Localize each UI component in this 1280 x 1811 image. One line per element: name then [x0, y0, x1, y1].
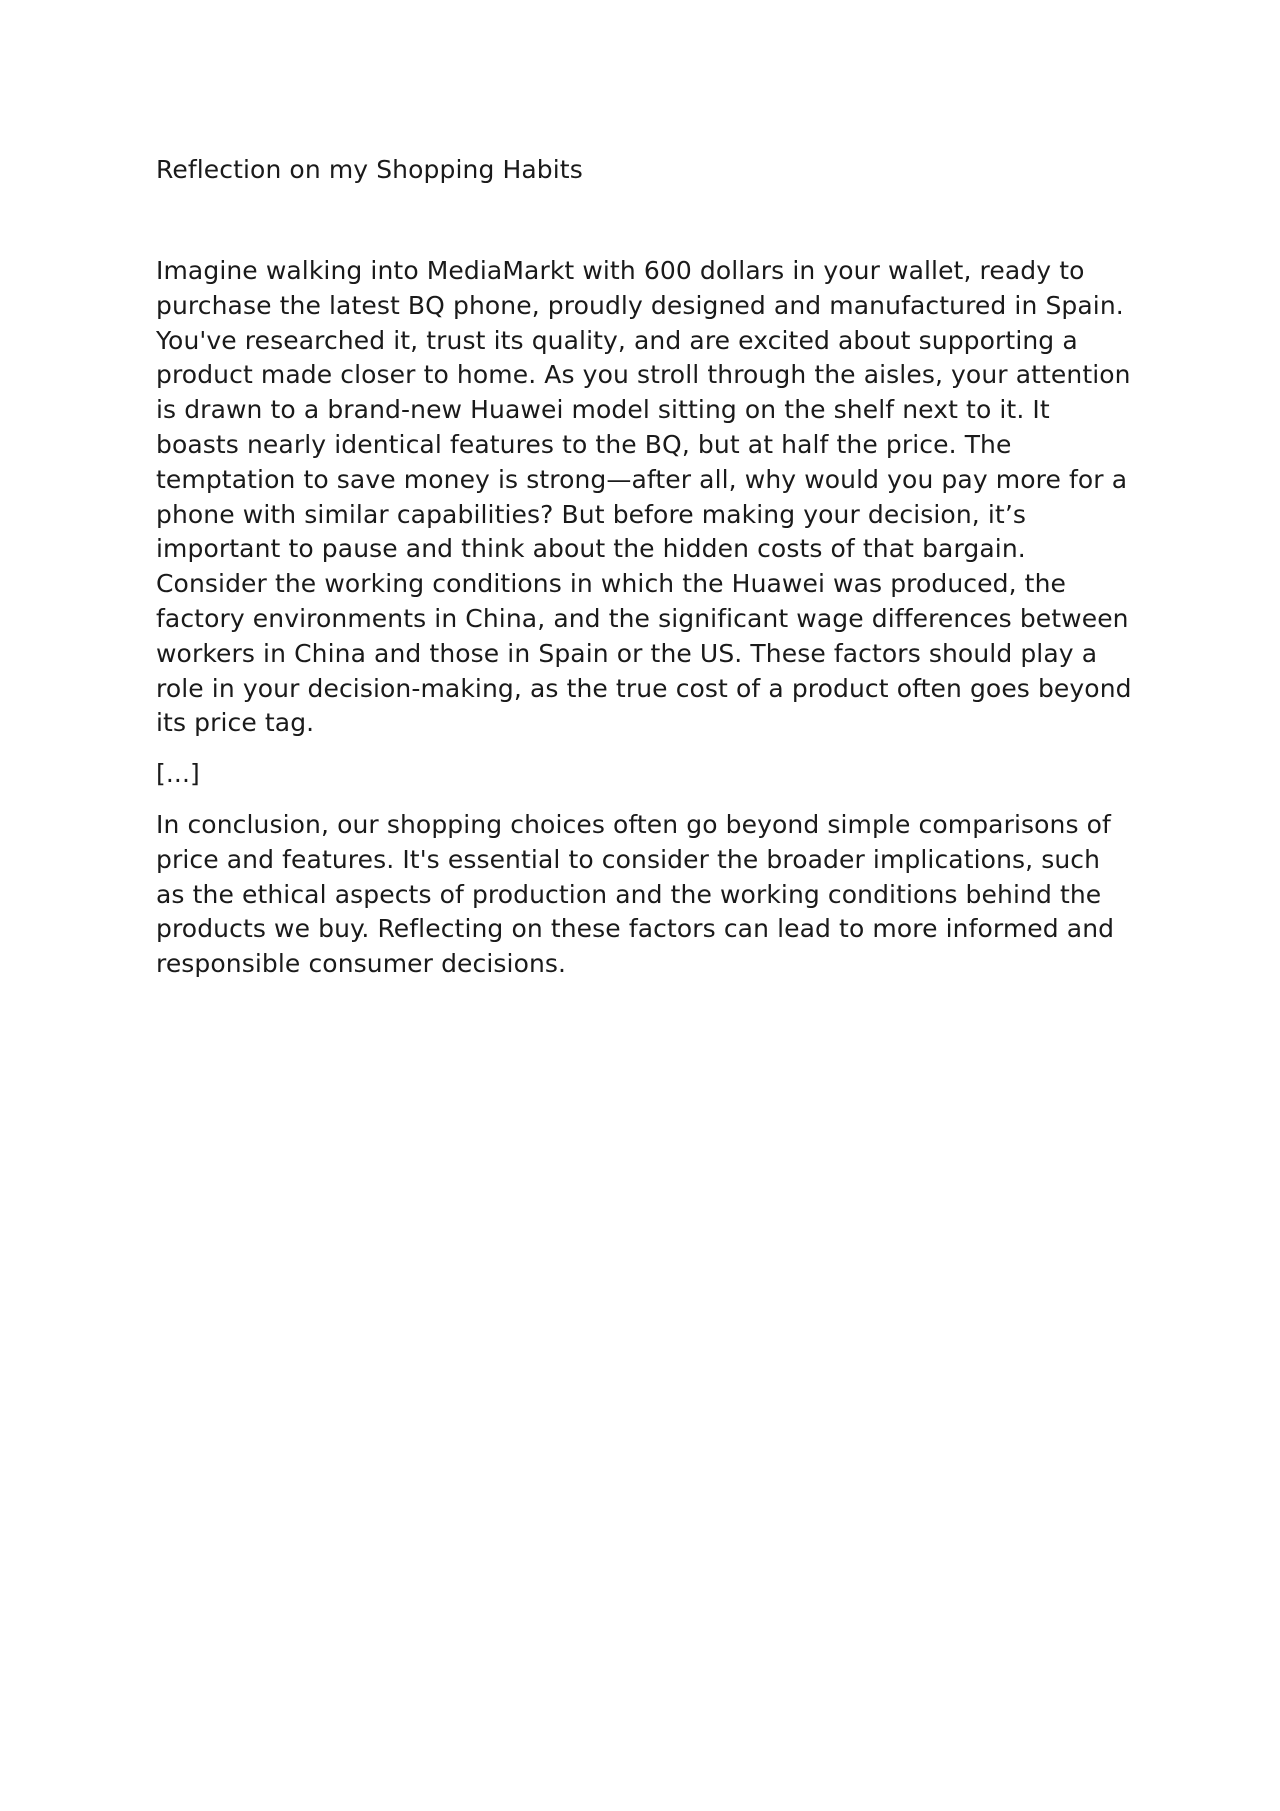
- omission-marker: [...]: [156, 759, 200, 789]
- document-title: Reflection on my Shopping Habits: [156, 155, 583, 184]
- document-body: [156, 150, 1136, 982]
- intro-paragraph: Imagine walking into MediaMarkt with 600 dollars in your wallet, ready to purchase the latest BQ phone, proudly designed and manufactured in Spain. You've researched it, trust its quality, and are excited about supporting a product made closer to home. As you stroll through the aisles, your attention is drawn to a brand-new Huawei model sitting on the shelf next to it. It boasts nearly identical features to the BQ, but at half the price. The temptation to save money is strong—after all, why would you pay more for a phone with similar capabilities? But before making your decision, it’s important to pause and think about the hidden costs of that bargain. Consider the working conditions in which the Huawei was produced, the factory environments in China, and the significant wage differences between workers in China and those in Spain or the US. These factors should play a role in your decision-making, as the true cost of a product often goes beyond its price tag.: [156, 256, 1132, 738]
- conclusion-paragraph: In conclusion, our shopping choices often go beyond simple comparisons of price and features. It's essential to consider the broader implications, such as the ethical aspects of production and the working conditions behind the products we buy. Reflecting on these factors can lead to more informed and responsible consumer decisions.: [156, 809, 1115, 979]
